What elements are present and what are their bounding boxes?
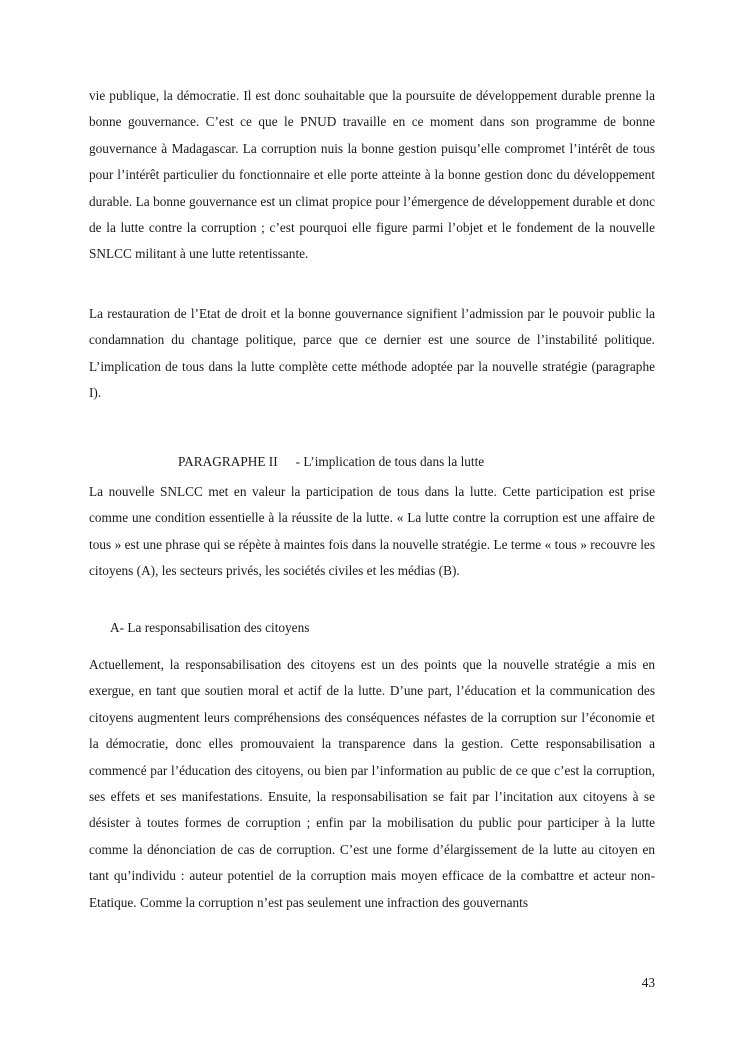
- body-paragraph-2: La restauration de l’Etat de droit et la bonne gouvernance signifient l’admission par le pouvoir public la condamnation du chantage politique, parce que ce dernier est une source de l’instabilité politique. L’implication de tous dans la lutte complète cette méthode adoptée par la nouvelle stratégie (paragraphe I).: [89, 306, 655, 401]
- body-paragraph-3: La nouvelle SNLCC met en valeur la participation de tous dans la lutte. Cette participation est prise comme une condition essentielle à la réussite de la lutte. « La lutte contre la corruption est une affaire de tous » est une phrase qui se répète à maintes fois dans la nouvelle stratégie. Le terme « tous » recouvre les citoyens (A), les secteurs privés, les sociétés civiles et les médias (B).: [89, 484, 655, 579]
- body-paragraph-1: vie publique, la démocratie. Il est donc souhaitable que la poursuite de développement durable prenne la bonne gouvernance. C’est ce que le PNUD travaille en ce moment dans son programme de bonne gouvernance à Madagascar. La corruption nuis la bonne gestion puisqu’elle compromet l’intérêt de tous pour l’intérêt particulier du fonctionnaire et elle porte atteinte à la bonne gestion donc du développement durable. La bonne gouvernance est un climat propice pour l’émergence de développement durable et donc de la lutte contre la corruption ; c’est pourquoi elle figure parmi l’objet et le fondement de la nouvelle SNLCC militant à une lutte retentissante.: [89, 88, 655, 262]
- section-heading: [178, 452, 658, 472]
- body-paragraph-4: Actuellement, la responsabilisation des citoyens est un des points que la nouvelle stratégie a mis en exergue, en tant que soutien moral et actif de la lutte. D’une part, l’éducation et la communication des citoyens augmentent leurs compréhensions des conséquences néfastes de la corruption sur l’économie et la démocratie, donc elles promouvaient la transparence dans la gestion. Cette responsabilisation a commencé par l’éducation des citoyens, ou bien par l’information au public de ce que c’est la corruption, ses effets et ses manifestations. Ensuite, la responsabilisation se fait par l’incitation aux citoyens à se désister à toutes formes de corruption ; enfin par la mobilisation du public pour participer à la lutte comme la dénonciation de cas de corruption. C’est une forme d’élargissement de la lutte au citoyen en tant qu’individu : auteur potentiel de la corruption mais moyen efficace de la combattre et acteur non-Etatique. Comme la corruption n’est pas seulement une infraction des gouvernants: [89, 657, 655, 910]
- section-heading-title: - L’implication de tous dans la lutte: [295, 454, 485, 469]
- section-heading-label: PARAGRAPHE II: [178, 454, 278, 469]
- subsection-heading: A- La responsabilisation des citoyens: [110, 620, 310, 635]
- page-number: 43: [641, 975, 655, 990]
